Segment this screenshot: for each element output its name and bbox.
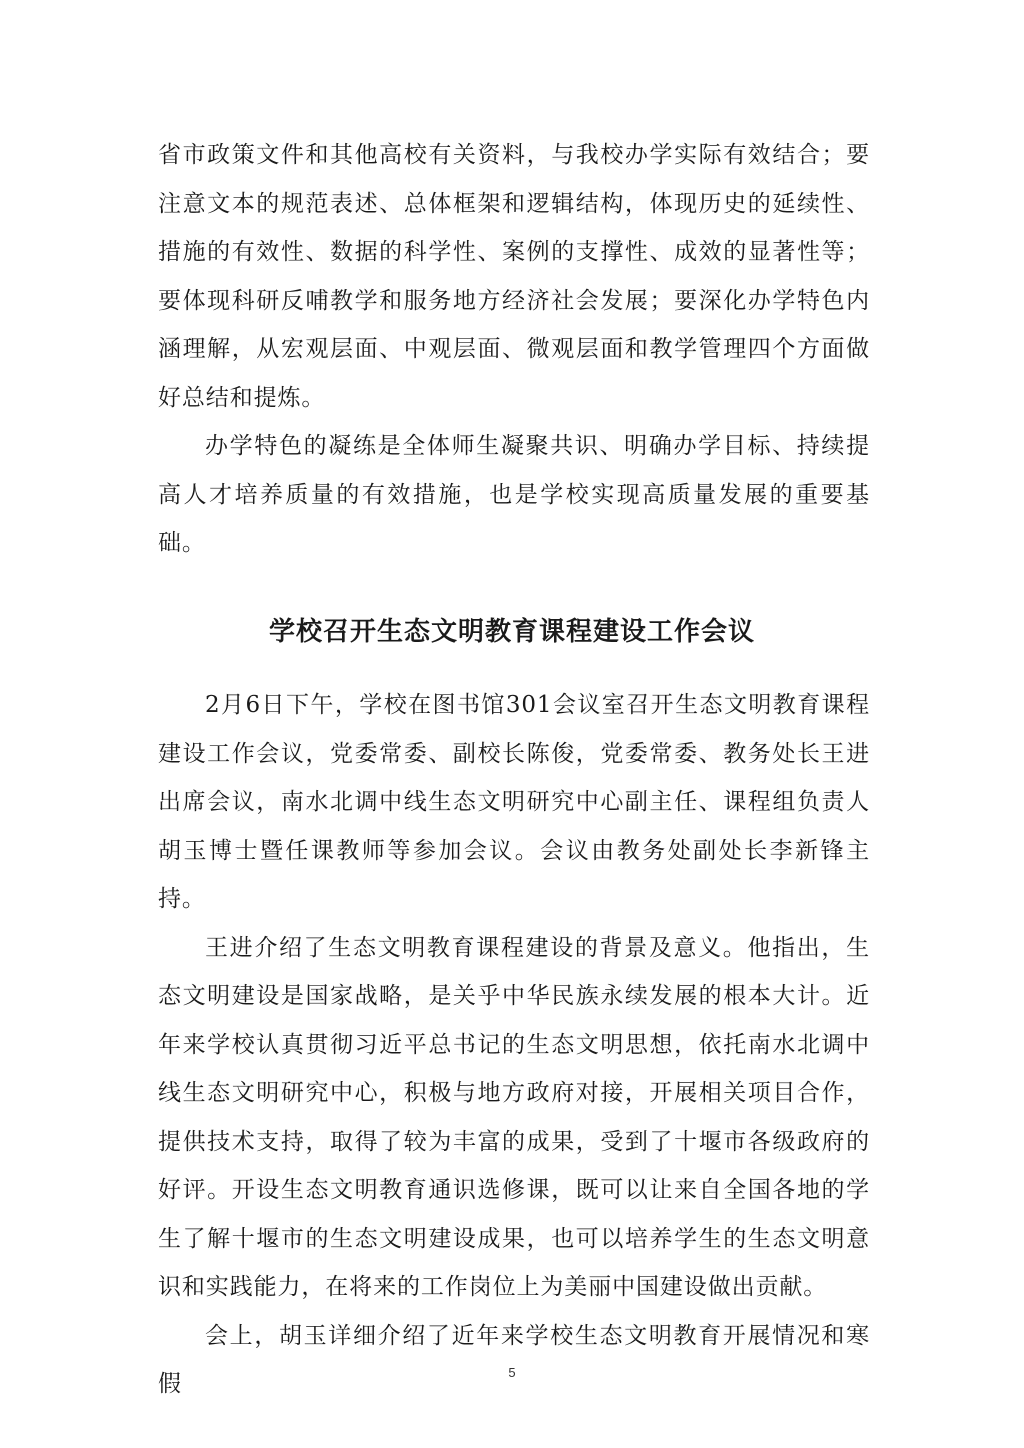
page-number: 5 <box>508 1365 516 1380</box>
body-paragraph: 王进介绍了生态文明教育课程建设的背景及意义。他指出，生态文明建设是国家战略，是关乎中华民族永续发展的根本大计。近年来学校认真贯彻习近平总书记的生态文明思想，依托南水北调中线生态文明研究中心，积极与地方政府对接，开展相关项目合作，提供技术支持，取得了较为丰富的成果，受到了十堰市各级政府的好评。开设生态文明教育通识选修课，既可以让来自全国各地的学生了解十堰市的生态文明建设成果，也可以培养学生的生态文明意识和实践能力，在将来的工作岗位上为美丽中国建设做出贡献。 <box>158 934 870 1300</box>
body-paragraph: 省市政策文件和其他高校有关资料，与我校办学实际有效结合；要注意文本的规范表述、总体框架和逻辑结构，体现历史的延续性、措施的有效性、数据的科学性、案例的支撑性、成效的显著性等；要体现科研反哺教学和服务地方经济社会发展；要深化办学特色内涵理解，从宏观层面、中观层面、微观层面和教学管理四个方面做好总结和提炼。 <box>158 142 870 411</box>
body-paragraph: 办学特色的凝练是全体师生凝聚共识、明确办学目标、持续提高人才培养质量的有效措施，也是学校实现高质量发展的重要基础。 <box>158 433 870 556</box>
article-body <box>158 681 870 1409</box>
previous-article-continuation <box>158 131 870 568</box>
article-title: 学校召开生态文明教育课程建设工作会议 <box>268 617 755 647</box>
body-paragraph: 会上，胡玉详细介绍了近年来学校生态文明教育开展情况和寒假 <box>158 1322 870 1397</box>
body-paragraph: 2月6日下午，学校在图书馆301会议室召开生态文明教育课程建设工作会议，党委常委、副校长陈俊，党委常委、教务处长王进出席会议，南水北调中线生态文明研究中心副主任、课程组负责人胡玉博士暨任课教师等参加会议。会议由教务处副处长李新锋主持。 <box>158 692 870 912</box>
